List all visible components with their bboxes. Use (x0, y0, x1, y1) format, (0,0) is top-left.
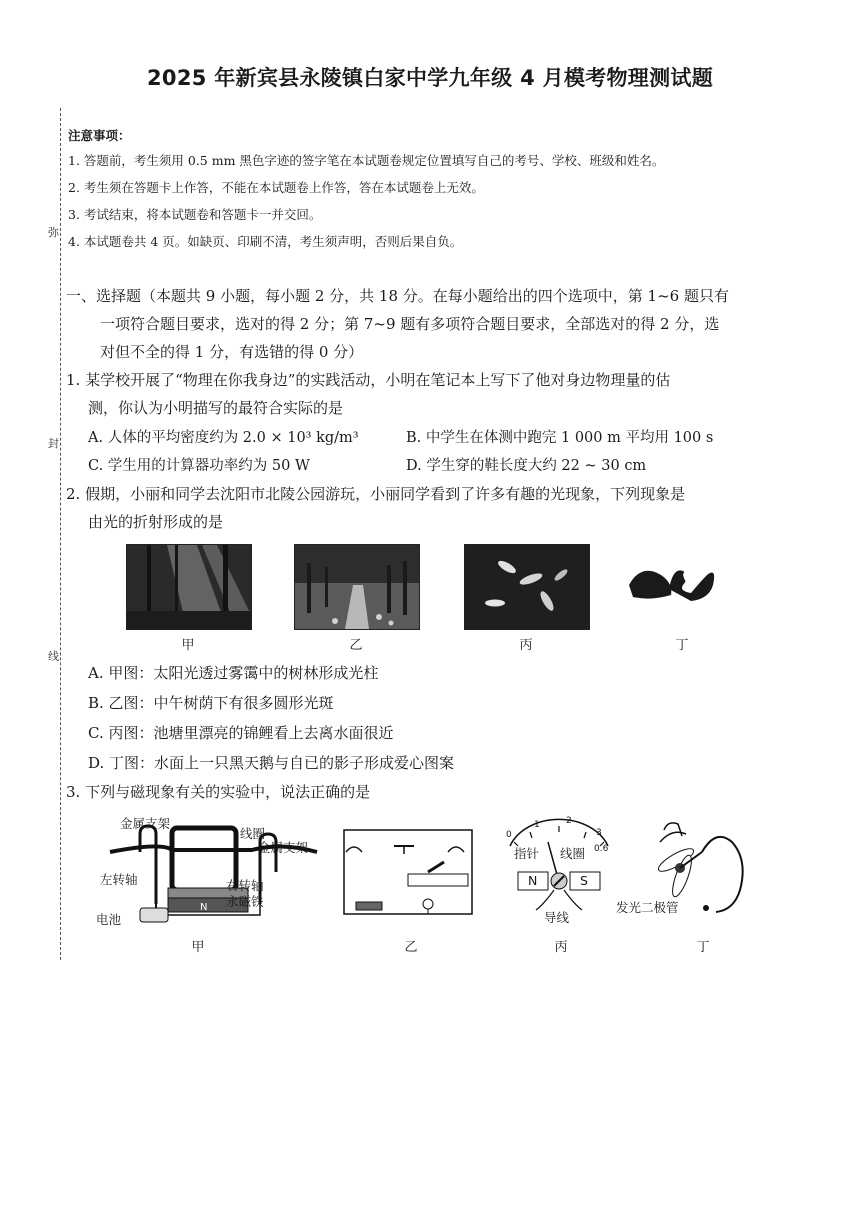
section-line: 对但不全的得 1 分，有选错的得 0 分） (100, 343, 364, 361)
figure-label: 乙 (404, 940, 418, 955)
pole-s: S (580, 873, 588, 888)
photo-koi-pond (464, 544, 590, 630)
scale-tick: 2 (566, 816, 572, 826)
option-b: B. 乙图：中午树荫下有很多圆形光斑 (88, 694, 334, 712)
section-heading (66, 282, 766, 366)
photo-forest-light-beams (126, 544, 252, 630)
label-pointer: 指针 (514, 846, 540, 861)
q2-options (88, 658, 454, 778)
question-stem: 由光的折射形成的是 (88, 513, 224, 531)
option-c: C. 学生用的计算器功率约为 50 W (88, 458, 310, 474)
photo-black-swan-heart (620, 544, 746, 630)
figure-label: 丁 (675, 638, 689, 653)
question-1 (66, 366, 786, 422)
notice-item: 1. 答题前，考生须用 0.5 mm 黑色字迹的签字笔在本试题卷规定位置填写自己的考号、学校、班级和姓名。 (68, 153, 665, 168)
question-stem: 测，你认为小明描写的最符合实际的是 (88, 399, 344, 417)
figure-label: 甲 (181, 638, 195, 653)
label-led: 发光二极管 (616, 900, 679, 915)
scale-reading: 0.6 (594, 844, 609, 854)
notice-item: 3. 考试结束，将本试题卷和答题卡一并交回。 (68, 207, 322, 222)
pole-n: N (528, 873, 538, 888)
question-stem: 3. 下列与磁现象有关的实验中，说法正确的是 (66, 783, 371, 801)
question-2 (66, 480, 786, 536)
margin-mark: 弥 (48, 226, 59, 239)
notice-item: 2. 考生须在答题卡上作答，不能在本试题卷上作答，答在本试题卷上无效。 (68, 180, 484, 195)
diagram-circuit-relay (336, 824, 486, 920)
figure-label: 丙 (554, 940, 568, 955)
figure-label: 丁 (696, 940, 710, 955)
option-d: D. 丁图：水面上一只黑天鹅与自已的影子形成爱心图案 (88, 754, 455, 772)
question-stem: 2. 假期，小丽和同学去沈阳市北陵公园游玩，小丽同学看到了许多有趣的光现象，下列现象是 (66, 485, 686, 503)
page-title: 2025 年新宾县永陵镇白家中学九年级 4 月模考物理测试题 (147, 66, 713, 90)
label-permanent-magnet: 永磁铁 (226, 894, 264, 909)
notice-heading: 注意事项： (68, 128, 131, 143)
magnet-pole-label: N (200, 902, 208, 913)
option-a: A. 甲图：太阳光透过雾霭中的树林形成光柱 (88, 664, 379, 682)
option-c: C. 丙图：池塘里漂亮的锦鲤看上去离水面很近 (88, 724, 394, 742)
photo-tree-shade-light-spots (294, 544, 420, 630)
option-d: D. 学生穿的鞋长度大约 22 ~ 30 cm (406, 458, 647, 474)
option-b: B. 中学生在体测中跑完 1 000 m 平均用 100 s (406, 430, 714, 446)
figure-label: 丙 (519, 638, 533, 653)
label-left-axle: 左转轴 (100, 872, 138, 887)
scale-tick: 1 (534, 820, 540, 830)
diagram-motor-model (92, 812, 332, 932)
figure-label: 甲 (191, 940, 205, 955)
question-3 (66, 778, 786, 806)
section-line: 一、选择题（本题共 9 小题，每小题 2 分，共 18 分。在每小题给出的四个选项中，第 1~6 题只有 (66, 287, 729, 305)
label-battery: 电池 (96, 912, 122, 927)
seal-line (60, 108, 61, 960)
label-wire: 导线 (544, 910, 570, 925)
scale-tick: 0 (506, 830, 512, 840)
label-right-axle: 右转轴 (226, 878, 264, 893)
scale-tick: 3 (596, 828, 602, 838)
notice-block (68, 126, 828, 259)
margin-mark: 线 (48, 650, 59, 663)
notice-item: 4. 本试题卷共 4 页。如缺页、印刷不清，考生须声明，否则后果自负。 (68, 234, 463, 249)
label-metal-stand-left: 金属支架 (120, 816, 171, 831)
question-stem: 1. 某学校开展了“物理在你我身边”的实践活动，小明在笔记本上写下了他对身边物理量的估 (66, 371, 671, 389)
option-a: A. 人体的平均密度约为 2.0 × 10³ kg/m³ (88, 430, 359, 446)
label-coil: 线圈 (560, 846, 586, 861)
figure-label: 乙 (349, 638, 363, 653)
label-metal-stand-right: 金属支架 (258, 840, 309, 855)
diagram-galvanometer (500, 816, 618, 928)
section-line: 一项符合题目要求，选对的得 2 分；第 7~9 题有多项符合题目要求，全部选对的得 2 分，选 (100, 315, 720, 333)
label-coil: 线圈 (240, 826, 266, 841)
diagram-hand-generator-led (616, 812, 770, 928)
margin-mark: 封 (48, 437, 59, 450)
